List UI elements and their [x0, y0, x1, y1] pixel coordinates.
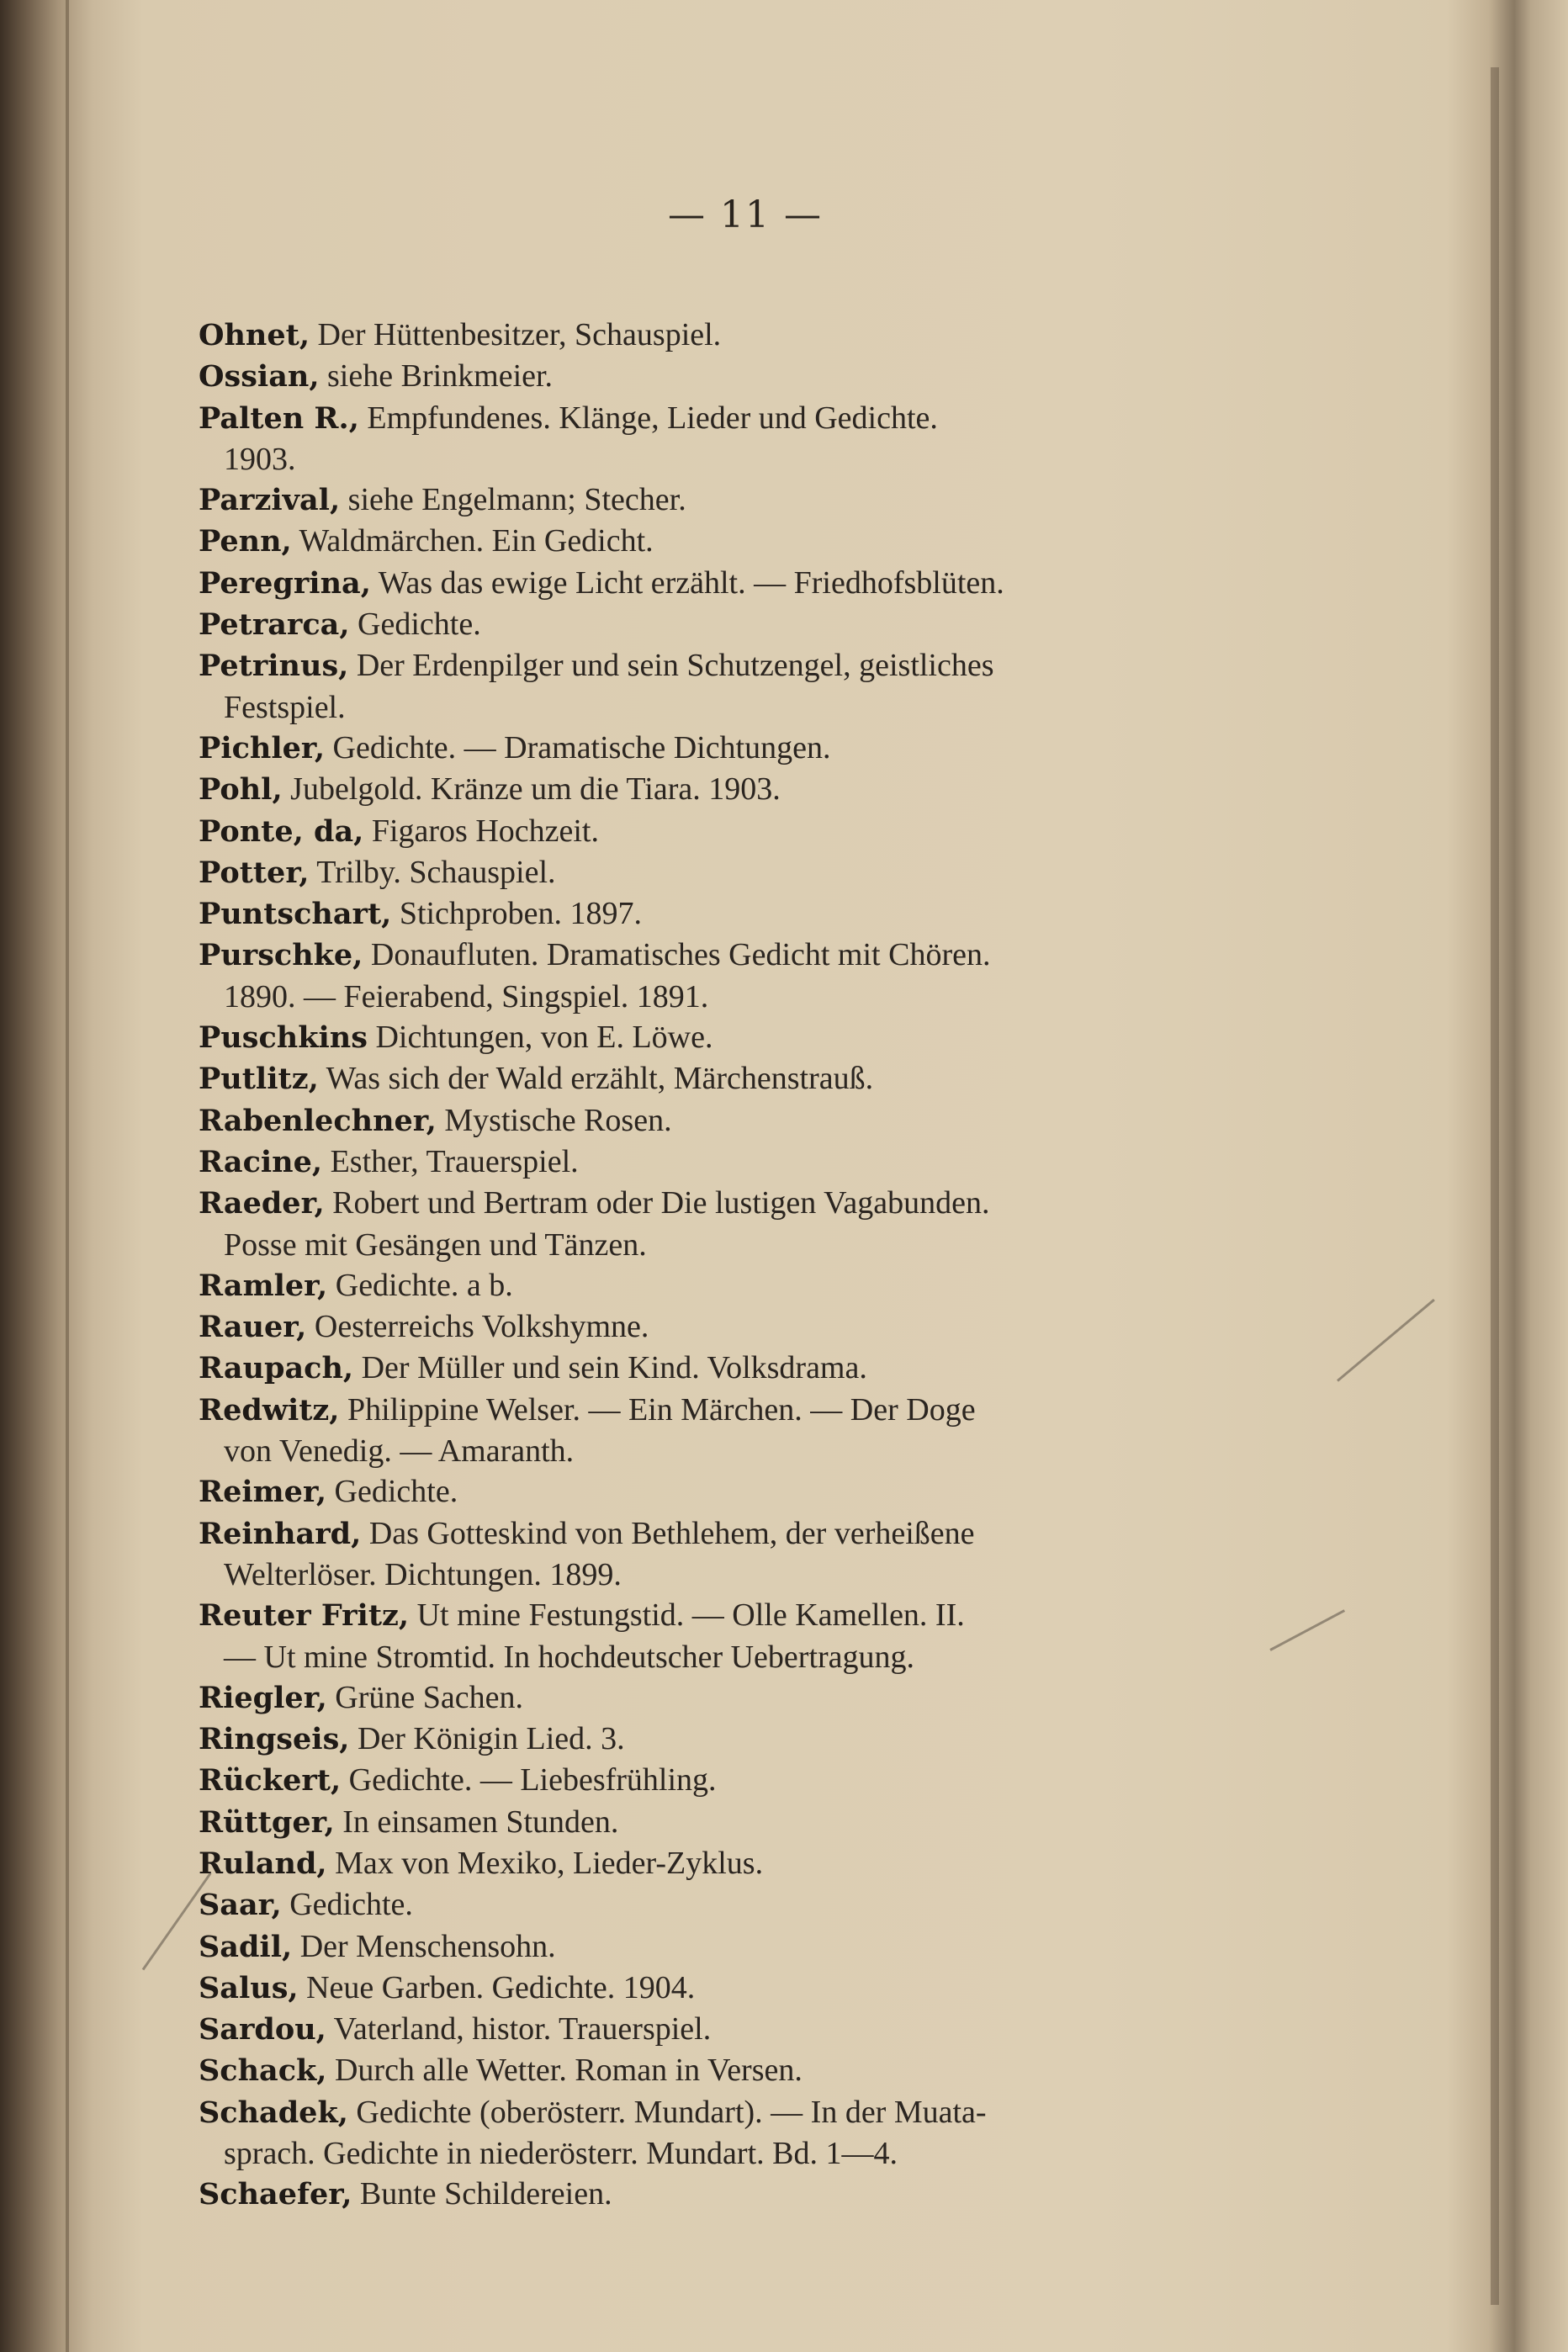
entry-author: Saar, [199, 1888, 282, 1923]
entry-titles: Vaterland, histor. Trauerspiel. [326, 2011, 712, 2047]
entry-author: Potter, [199, 855, 310, 890]
list-item [199, 1802, 1326, 1843]
entry-titles: Waldmärchen. Ein Gedicht. [291, 523, 654, 559]
entry-continuation: 1890. — Feierabend, Singspiel. 1891. [224, 978, 709, 1014]
entry-titles: Trilby. Schauspiel. [309, 854, 556, 890]
entry-continuation: Festspiel. [224, 689, 346, 725]
entry-titles: Der Menschensohn. [292, 1928, 556, 1964]
list-item [199, 645, 1326, 728]
entry-continuation: 1903. [224, 441, 296, 477]
entry-author: Pichler, [199, 730, 326, 765]
entry-titles: Bunte Schildereien. [352, 2176, 612, 2212]
list-item [199, 1719, 1326, 1760]
entry-author: Schadek, [199, 2095, 348, 2130]
entry-titles: Gedichte. — Dramatische Dichtungen. [325, 729, 831, 765]
entry-titles: Stichproben. 1897. [391, 896, 642, 932]
entry-author: Puntschart, [199, 897, 392, 932]
list-item [199, 2009, 1326, 2050]
entry-titles: Der Königin Lied. 3. [349, 1721, 625, 1757]
entry-titles: Gedichte. [326, 1474, 458, 1510]
page-edge [1491, 67, 1499, 2305]
entry-author: Schaefer, [199, 2177, 352, 2212]
entry-author: Penn, [199, 524, 292, 559]
entry-titles: Was das ewige Licht erzählt. — Friedhofsblüten. [370, 564, 1004, 601]
page-number: — 11 — [668, 193, 823, 236]
entry-author: Ponte, da, [199, 813, 364, 849]
list-item [199, 728, 1326, 769]
list-item [199, 1926, 1326, 1968]
entry-titles: Grüne Sachen. [326, 1679, 523, 1715]
entry-titles: Oesterreichs Volkshymne. [306, 1309, 649, 1345]
list-item [199, 1265, 1326, 1306]
entry-author: Petrinus, [199, 649, 349, 684]
entry-author: Ossian, [199, 359, 320, 395]
entry-author: Petrarca, [199, 607, 350, 643]
entry-titles: Neue Garben. Gedichte. 1904. [298, 1969, 696, 2005]
entry-author: Sadil, [199, 1929, 293, 1964]
entry-titles: Gedichte. [349, 607, 481, 643]
list-item [199, 1348, 1326, 1389]
entry-titles: siehe Brinkmeier. [319, 358, 554, 395]
list-item [199, 1513, 1326, 1596]
list-item [199, 1390, 1326, 1472]
entry-author: Racine, [199, 1144, 323, 1179]
entry-author: Putlitz, [199, 1062, 319, 1097]
page-content [199, 193, 1326, 2216]
entry-titles: Empfundenes. Klänge, Lieder und Gedichte. [358, 400, 938, 436]
entry-titles: Robert und Bertram oder Die lustigen Vagabunden. [324, 1185, 990, 1221]
entry-titles: In einsamen Stunden. [334, 1804, 619, 1840]
entry-titles: Was sich der Wald erzählt, Märchenstrauß. [318, 1061, 874, 1097]
entry-author: Ohnet, [199, 318, 310, 352]
list-item [199, 521, 1326, 562]
entry-titles: Dichtungen, von E. Löwe. [367, 1020, 713, 1056]
entry-author: Schack, [199, 2053, 327, 2089]
entry-author: Raeder, [199, 1186, 325, 1221]
entry-titles: Der Müller und sein Kind. Volksdrama. [353, 1350, 867, 1386]
entry-titles: Mystische Rosen. [436, 1102, 672, 1138]
list-item [199, 1058, 1326, 1099]
entry-author: Ringseis, [199, 1722, 350, 1757]
list-item [199, 1183, 1326, 1265]
list-item [199, 479, 1326, 521]
entry-author: Reinhard, [199, 1516, 362, 1551]
list-item [199, 2092, 1326, 2175]
list-item [199, 1306, 1326, 1348]
entry-titles: Gedichte. a b. [327, 1267, 513, 1303]
list-item [199, 356, 1326, 397]
list-item [199, 1142, 1326, 1183]
entry-author: Puschkins [199, 1020, 368, 1056]
entry-continuation: Posse mit Gesängen und Tänzen. [224, 1226, 647, 1263]
list-item [199, 2174, 1326, 2215]
list-item [199, 2050, 1326, 2091]
entry-list [199, 315, 1326, 2216]
list-item [199, 604, 1326, 645]
entry-titles: siehe Engelmann; Stecher. [340, 482, 686, 518]
list-item [199, 398, 1326, 480]
entry-author: Rückert, [199, 1763, 342, 1798]
entry-author: Salus, [199, 1970, 299, 2005]
entry-author: Rüttger, [199, 1804, 335, 1840]
entry-titles: Gedichte. [281, 1887, 413, 1923]
entry-titles: Der Hüttenbesitzer, Schauspiel. [310, 317, 722, 352]
list-item [199, 1843, 1326, 1884]
entry-author: Raupach, [199, 1351, 354, 1386]
entry-titles: Der Erdenpilger und sein Schutzengel, geistliches [348, 648, 994, 684]
entry-titles: Jubelgold. Kränze um die Tiara. 1903. [282, 771, 781, 808]
entry-author: Riegler, [199, 1680, 327, 1715]
list-item [199, 852, 1326, 893]
list-item [199, 315, 1326, 356]
entry-author: Peregrina, [199, 565, 371, 601]
entry-continuation: von Venedig. — Amaranth. [224, 1433, 575, 1470]
entry-author: Ramler, [199, 1268, 328, 1303]
entry-author: Parzival, [199, 483, 341, 518]
entry-author: Reimer, [199, 1475, 327, 1510]
entry-author: Pohl, [199, 772, 283, 808]
list-item [199, 1760, 1326, 1801]
list-item [199, 1100, 1326, 1142]
entry-titles: Philippine Welser. — Ein Märchen. — Der Doge [339, 1391, 976, 1428]
entry-author: Purschke, [199, 938, 363, 973]
entry-titles: Das Gotteskind von Bethlehem, der verheißene [361, 1515, 975, 1551]
list-item [199, 893, 1326, 935]
entry-continuation: sprach. Gedichte in niederösterr. Mundart. Bd. 1—4. [224, 2136, 898, 2172]
list-item [199, 1884, 1326, 1926]
list-item [199, 935, 1326, 1017]
entry-titles: Ut mine Festungstid. — Olle Kamellen. II. [409, 1597, 965, 1634]
entry-titles: Donaufluten. Dramatisches Gedicht mit Chören. [363, 937, 991, 973]
list-item [199, 1968, 1326, 2009]
entry-titles: Max von Mexiko, Lieder-Zyklus. [326, 1845, 764, 1881]
entry-titles: Gedichte. — Liebesfrühling. [341, 1762, 717, 1798]
list-item [199, 769, 1326, 810]
entry-author: Rabenlechner, [199, 1103, 437, 1138]
entry-continuation: Welterlöser. Dichtungen. 1899. [224, 1556, 622, 1592]
entry-author: Reuter Fritz, [199, 1598, 410, 1634]
entry-titles: Esther, Trauerspiel. [322, 1143, 579, 1179]
list-item [199, 1017, 1326, 1058]
list-item [199, 1471, 1326, 1512]
entry-continuation: — Ut mine Stromtid. In hochdeutscher Uebertragung. [224, 1639, 915, 1675]
entry-titles: Gedichte (oberösterr. Mundart). — In der Muata- [347, 2094, 987, 2130]
entry-author: Ruland, [199, 1846, 327, 1881]
list-item [199, 811, 1326, 852]
book-gutter [66, 0, 69, 2352]
entry-author: Sardou, [199, 2012, 326, 2047]
entry-author: Palten R., [199, 400, 359, 436]
entry-author: Redwitz, [199, 1392, 340, 1428]
entry-titles: Durch alle Wetter. Roman in Versen. [326, 2053, 803, 2089]
list-item [199, 1677, 1326, 1719]
entry-author: Rauer, [199, 1310, 307, 1345]
entry-titles: Figaros Hochzeit. [363, 813, 599, 849]
list-item [199, 563, 1326, 604]
list-item [199, 1595, 1326, 1677]
